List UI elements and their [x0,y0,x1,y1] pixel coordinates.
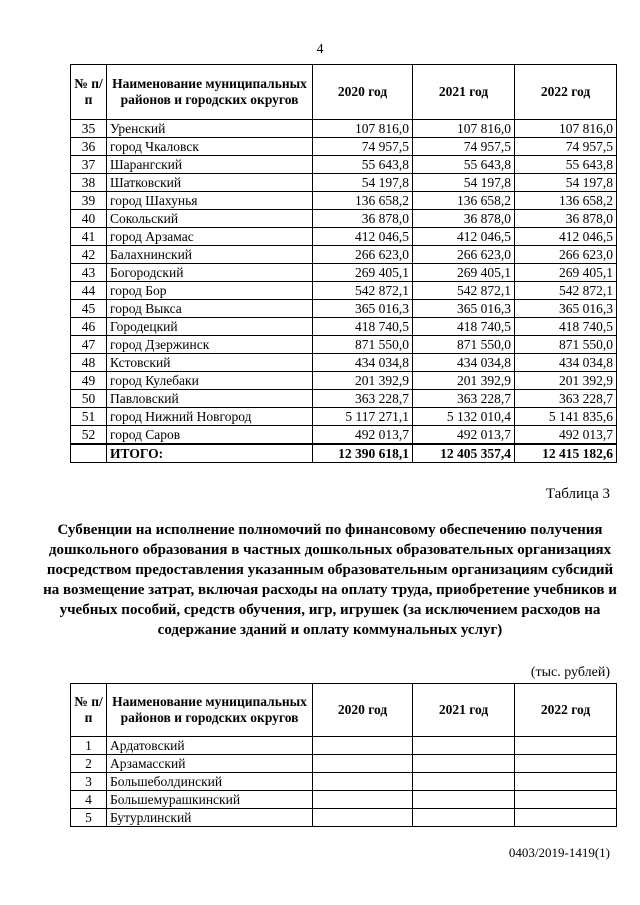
table-row [71,773,617,791]
row-number: 52 [71,426,107,445]
row-value-2022: 36 878,0 [515,210,617,228]
row-value-2022: 107 816,0 [515,120,617,138]
table-row [71,408,617,426]
row-value-2020: 434 034,8 [313,354,413,372]
row-value-2022: 5 141 835,6 [515,408,617,426]
row-number: 4 [71,791,107,809]
table-row [71,156,617,174]
row-value-2022: 412 046,5 [515,228,617,246]
row-value-2021: 492 013,7 [413,426,515,445]
total-2021: 12 405 357,4 [413,444,515,463]
row-value-2020: 269 405,1 [313,264,413,282]
table-row [71,372,617,390]
row-municipality: Ардатовский [107,737,313,755]
row-value-2020: 418 740,5 [313,318,413,336]
row-number: 43 [71,264,107,282]
table-row [71,390,617,408]
row-value-2021: 418 740,5 [413,318,515,336]
row-value-2022 [515,773,617,791]
row-value-2022: 871 550,0 [515,336,617,354]
table-row [71,246,617,264]
row-municipality: город Чкаловск [107,138,313,156]
row-number: 45 [71,300,107,318]
table-row [71,336,617,354]
row-value-2022: 55 643,8 [515,156,617,174]
row-value-2022 [515,737,617,755]
row-number: 39 [71,192,107,210]
header-2021: 2021 год [413,684,515,737]
row-value-2022: 54 197,8 [515,174,617,192]
table-row [71,282,617,300]
table-row [71,138,617,156]
table-header-row [71,65,617,120]
row-value-2021 [413,791,515,809]
row-value-2021: 871 550,0 [413,336,515,354]
table-row [71,174,617,192]
row-number: 37 [71,156,107,174]
row-municipality: город Саров [107,426,313,445]
total-2022: 12 415 182,6 [515,444,617,463]
row-value-2021: 55 643,8 [413,156,515,174]
subsidy-table-continued [70,64,617,463]
row-value-2020: 363 228,7 [313,390,413,408]
table-row [71,210,617,228]
table-row [71,228,617,246]
row-value-2021: 365 016,3 [413,300,515,318]
table-row [71,737,617,755]
table-row [71,300,617,318]
subvention-table [70,683,617,827]
row-municipality: Шарангский [107,156,313,174]
row-municipality: город Дзержинск [107,336,313,354]
row-value-2020: 412 046,5 [313,228,413,246]
row-number: 2 [71,755,107,773]
row-number: 40 [71,210,107,228]
row-number: 48 [71,354,107,372]
row-value-2022: 365 016,3 [515,300,617,318]
row-number: 3 [71,773,107,791]
table-row [71,192,617,210]
table-row [71,426,617,445]
header-municipality: Наименование муниципальных районов и городских округов [107,684,313,737]
row-number: 46 [71,318,107,336]
row-number: 49 [71,372,107,390]
row-municipality: Шатковский [107,174,313,192]
row-value-2020 [313,773,413,791]
row-municipality: Арзамасский [107,755,313,773]
row-value-2022 [515,755,617,773]
row-municipality: Богородский [107,264,313,282]
row-value-2020: 55 643,8 [313,156,413,174]
row-number: 42 [71,246,107,264]
row-value-2020 [313,809,413,827]
header-2022: 2022 год [515,65,617,120]
total-row [71,444,617,463]
row-value-2020: 5 117 271,1 [313,408,413,426]
table-label: Таблица 3 [545,486,610,502]
header-2020: 2020 год [313,684,413,737]
table-row [71,755,617,773]
header-2022: 2022 год [515,684,617,737]
row-municipality: город Бор [107,282,313,300]
row-value-2022: 74 957,5 [515,138,617,156]
table-row [71,809,617,827]
row-value-2021: 363 228,7 [413,390,515,408]
document-code: 0403/2019-1419(1) [508,845,610,860]
row-municipality: Павловский [107,390,313,408]
row-value-2020: 107 816,0 [313,120,413,138]
table-header-row [71,684,617,737]
row-number: 41 [71,228,107,246]
header-municipality: Наименование муниципальных районов и городских округов [107,65,313,120]
page-number: 4 [316,42,324,57]
row-value-2022: 201 392,9 [515,372,617,390]
row-value-2020: 201 392,9 [313,372,413,390]
row-number: 1 [71,737,107,755]
row-number: 51 [71,408,107,426]
row-value-2020: 136 658,2 [313,192,413,210]
row-value-2022: 492 013,7 [515,426,617,445]
row-value-2020: 54 197,8 [313,174,413,192]
row-number: 36 [71,138,107,156]
header-number: № п/п [71,684,107,737]
row-value-2022: 269 405,1 [515,264,617,282]
row-value-2020: 365 016,3 [313,300,413,318]
row-value-2021 [413,755,515,773]
row-municipality: город Выкса [107,300,313,318]
row-value-2022 [515,791,617,809]
row-municipality: Сокольский [107,210,313,228]
total-label: ИТОГО: [107,444,313,463]
row-municipality: Бутурлинский [107,809,313,827]
row-municipality: Городецкий [107,318,313,336]
row-value-2020: 74 957,5 [313,138,413,156]
row-municipality: город Нижний Новгород [107,408,313,426]
units-note: (тыс. рублей) [530,665,610,680]
row-municipality: Кстовский [107,354,313,372]
row-value-2021: 54 197,8 [413,174,515,192]
table-row [71,318,617,336]
row-value-2021: 36 878,0 [413,210,515,228]
row-value-2020 [313,737,413,755]
row-value-2020 [313,791,413,809]
row-value-2021: 269 405,1 [413,264,515,282]
table-row [71,120,617,138]
row-value-2022: 542 872,1 [515,282,617,300]
row-value-2021: 266 623,0 [413,246,515,264]
row-value-2021: 107 816,0 [413,120,515,138]
row-value-2022 [515,809,617,827]
row-value-2020: 36 878,0 [313,210,413,228]
row-value-2022: 136 658,2 [515,192,617,210]
row-municipality: город Шахунья [107,192,313,210]
row-value-2020 [313,755,413,773]
row-value-2022: 418 740,5 [515,318,617,336]
header-number: № п/п [71,65,107,120]
row-value-2021: 434 034,8 [413,354,515,372]
header-2020: 2020 год [313,65,413,120]
table-title: Субвенции на исполнение полномочий по финансовому обеспечению получения дошкольного образования в частных дошкольных образовательных организациях посредством предоставления указанным образовательным организациям субсидий на возмещение затрат, включая расходы на оплату труда, приобретение учебников и учебных пособий, средств обучения, игр, игрушек (за исключением расходов на содержание зданий и оплату коммунальных услуг) [43,522,617,638]
row-municipality: Балахнинский [107,246,313,264]
total-2020: 12 390 618,1 [313,444,413,463]
row-municipality: город Арзамас [107,228,313,246]
row-value-2021: 542 872,1 [413,282,515,300]
row-value-2021: 412 046,5 [413,228,515,246]
row-value-2020: 871 550,0 [313,336,413,354]
row-municipality: Уренский [107,120,313,138]
row-value-2022: 266 623,0 [515,246,617,264]
table-row [71,354,617,372]
row-number: 38 [71,174,107,192]
row-number: 35 [71,120,107,138]
row-number: 5 [71,809,107,827]
header-2021: 2021 год [413,65,515,120]
row-number: 44 [71,282,107,300]
row-value-2020: 266 623,0 [313,246,413,264]
row-value-2020: 492 013,7 [313,426,413,445]
row-number: 47 [71,336,107,354]
row-value-2021 [413,809,515,827]
row-value-2021: 5 132 010,4 [413,408,515,426]
row-value-2021: 74 957,5 [413,138,515,156]
row-value-2021 [413,773,515,791]
row-value-2020: 542 872,1 [313,282,413,300]
row-value-2022: 434 034,8 [515,354,617,372]
total-number-cell [71,444,107,463]
row-municipality: Большеболдинский [107,773,313,791]
row-value-2022: 363 228,7 [515,390,617,408]
row-number: 50 [71,390,107,408]
row-municipality: Большемурашкинский [107,791,313,809]
table-row [71,791,617,809]
table-row [71,264,617,282]
row-value-2021: 201 392,9 [413,372,515,390]
row-municipality: город Кулебаки [107,372,313,390]
row-value-2021: 136 658,2 [413,192,515,210]
row-value-2021 [413,737,515,755]
